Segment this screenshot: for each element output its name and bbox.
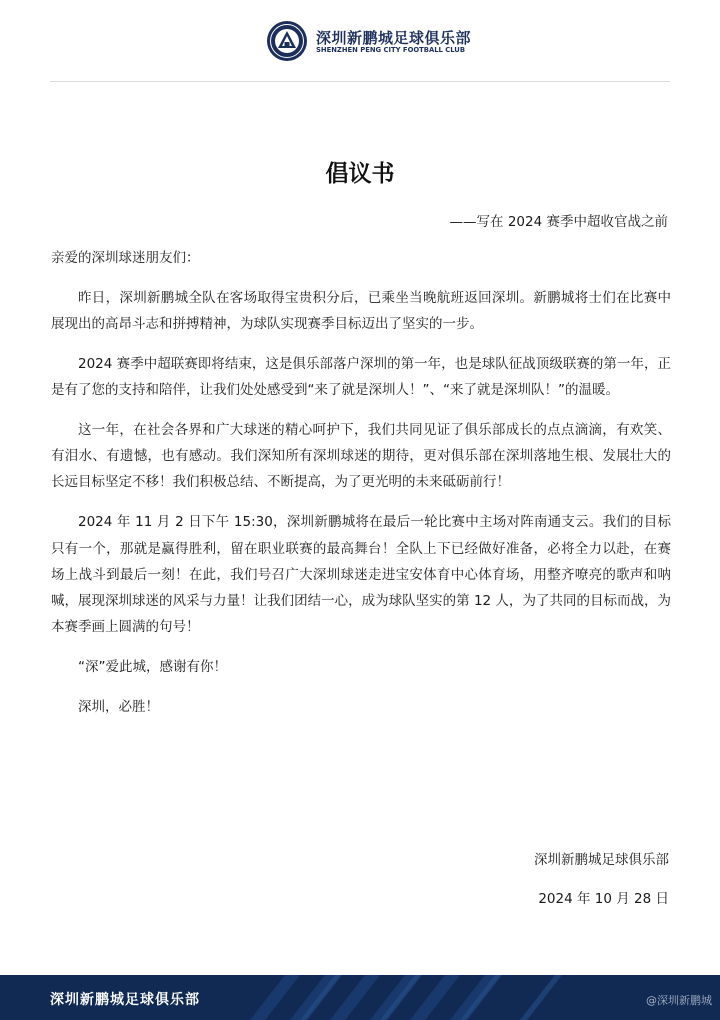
club-name-en: SHENZHEN PENG CITY FOOTBALL CLUB (316, 46, 466, 54)
slogan-line: “深”爱此城，感谢有你！ (78, 659, 227, 676)
closing-line: 深圳，必胜！ (78, 698, 159, 715)
letter-body (51, 245, 671, 734)
paragraph-2: 2024 赛季中超联赛即将结束，这是俱乐部落户深圳的第一年，也是球队征战顶级联赛的第一年，正是有了您的支持和陪伴，让我们处处感受到“来了就是深圳人！”、“来了就是深圳队！”的温暖。 (51, 355, 671, 399)
footer-club-name: 深圳新鹏城足球俱乐部 (50, 992, 200, 1008)
document-title: 倡议书 (325, 161, 395, 187)
signature-organization: 深圳新鹏城足球俱乐部 (534, 852, 669, 868)
paragraph-1: 昨日，深圳新鹏城全队在客场取得宝贵积分后，已乘坐当晚航班返回深圳。新鹏城将士们在比赛中展现出的高昂斗志和拼搏精神，为球队实现赛季目标迈出了坚实的一步。 (51, 289, 671, 333)
footer-banner (0, 975, 720, 1020)
paragraph-3: 这一年，在社会各界和广大球迷的精心呵护下，我们共同见证了俱乐部成长的点点滴滴，有欢笑、有泪水、有遗憾，也有感动。我们深知所有深圳球迷的期待，更对俱乐部在深圳落地生根、发展壮大的长远目标坚定不移！我们积极总结、不断提高，为了更光明的未来砥砺前行！ (51, 422, 671, 491)
document-subtitle: ——写在 2024 赛季中超收官战之前 (449, 214, 668, 230)
letterhead (0, 0, 720, 82)
greeting: 亲爱的深圳球迷朋友们： (51, 250, 200, 266)
paragraph-4: 2024 年 11 月 2 日下午 15:30，深圳新鹏城将在最后一轮比赛中主场对阵南通支云。我们的目标只有一个，那就是赢得胜利，留在职业联赛的最高舞台！全队上下已经做好准备，必将全力以赴，在赛场上战斗到最后一刻！在此，我们号召广大深圳球迷走进宝安体育中心体育场，用整齐嘹亮的歌声和呐喊，展现深圳球迷的风采与力量！让我们团结一心，成为球队坚实的第 12 人，为了共同的目标而战，为本赛季画上圆满的句号！ (51, 514, 671, 636)
signature-date: 2024 年 10 月 28 日 (538, 891, 669, 907)
source-watermark: @深圳新鹏城 (646, 994, 712, 1007)
club-name-cn: 深圳新鹏城足球俱乐部 (316, 29, 472, 47)
header-divider (50, 81, 670, 82)
club-crest-icon (266, 20, 308, 62)
